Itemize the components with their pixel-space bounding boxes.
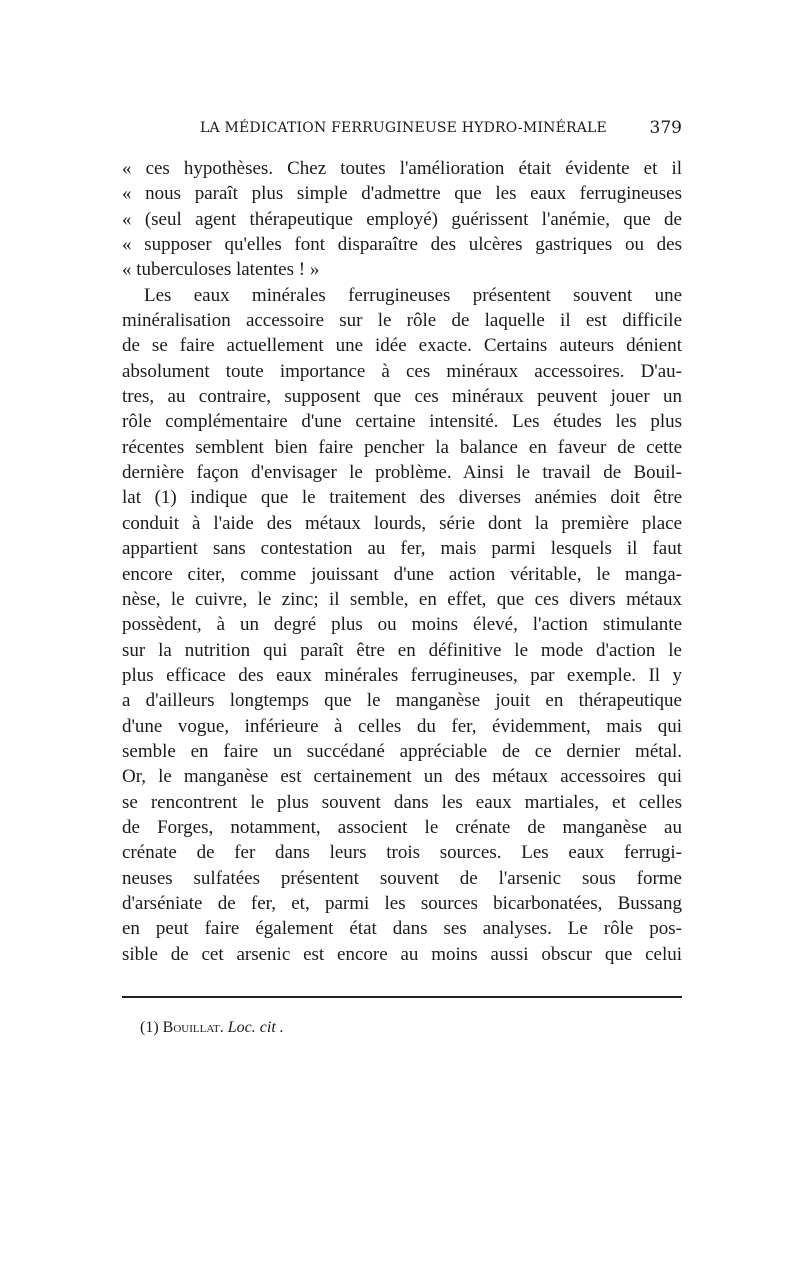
text-line: se rencontrent le plus souvent dans les eaux martiales, et celles — [122, 791, 682, 813]
text-line: sible de cet arsenic est encore au moins aussi obscur que celui — [122, 943, 682, 965]
paragraph-first-line: Les eaux minérales ferrugineuses présentent souvent une — [144, 284, 682, 306]
text-line: possèdent, à un degré plus ou moins élevé, l'action stimulante — [122, 614, 682, 636]
text-line: de Forges, notamment, associent le crénate de manganèse au — [122, 816, 682, 838]
footnote-divider — [122, 996, 682, 998]
footnote-marker: (1) — [140, 1019, 159, 1036]
running-header — [200, 120, 682, 142]
text-line: d'arséniate de fer, et, parmi les sources bicarbonatées, Bussang — [122, 892, 682, 914]
footnote-author: Bouillat. — [162, 1019, 224, 1036]
text-line: minéralisation accessoire sur le rôle de laquelle il est difficile — [122, 310, 682, 332]
text-line: « supposer qu'elles font disparaître des ulcères gastriques ou des — [122, 234, 682, 256]
text-line: d'une vogue, inférieure à celles du fer, évidemment, mais qui — [122, 715, 682, 737]
text-line: lat (1) indique que le traitement des diverses anémies doit être — [122, 487, 682, 509]
text-line: « (seul agent thérapeutique employé) guérissent l'anémie, que de — [122, 208, 682, 230]
text-line: sur la nutrition qui paraît être en définitive le mode d'action le — [122, 639, 682, 661]
text-line: semble en faire un succédané appréciable de ce dernier métal. — [122, 740, 682, 762]
text-line: conduit à l'aide des métaux lourds, série dont la première place — [122, 512, 682, 534]
text-line: « tuberculoses latentes ! » — [122, 259, 320, 281]
text-line: en peut faire également état dans ses analyses. Le rôle pos- — [122, 918, 682, 940]
text-line: dernière façon d'envisager le problème. Ainsi le travail de Bouil- — [122, 462, 682, 484]
text-line: appartient sans contestation au fer, mais parmi lesquels il faut — [122, 538, 682, 560]
body-text — [122, 156, 682, 967]
text-line: encore citer, comme jouissant d'une action véritable, le manga- — [122, 563, 682, 585]
footnote — [140, 1019, 284, 1037]
footnote-reference: Loc. cit . — [227, 1019, 284, 1036]
text-line: plus efficace des eaux minérales ferrugineuses, par exemple. Il y — [122, 664, 682, 686]
text-line: crénate de fer dans leurs trois sources. Les eaux ferrugi- — [122, 842, 682, 864]
text-line: absolument toute importance à ces minéraux accessoires. D'au- — [122, 360, 682, 382]
page-number: 379 — [649, 118, 682, 138]
text-line: neuses sulfatées présentent souvent de l'arsenic sous forme — [122, 867, 682, 889]
text-line: rôle complémentaire d'une certaine intensité. Les études les plus — [122, 411, 682, 433]
text-line: de se faire actuellement une idée exacte. Certains auteurs dénient — [122, 335, 682, 357]
text-line: « nous paraît plus simple d'admettre que les eaux ferrugineuses — [122, 183, 682, 205]
text-line: tres, au contraire, supposent que ces minéraux peuvent jouer un — [122, 386, 682, 408]
text-line: nèse, le cuivre, le zinc; il semble, en effet, que ces divers métaux — [122, 588, 682, 610]
running-title: LA MÉDICATION FERRUGINEUSE HYDRO-MINÉRALE — [200, 120, 607, 136]
text-line: « ces hypothèses. Chez toutes l'amélioration était évidente et il — [122, 158, 682, 179]
text-line: a d'ailleurs longtemps que le manganèse jouit en thérapeutique — [122, 690, 682, 712]
text-line: Or, le manganèse est certainement un des métaux accessoires qui — [122, 766, 682, 788]
text-line: récentes semblent bien faire pencher la balance en faveur de cette — [122, 436, 682, 458]
